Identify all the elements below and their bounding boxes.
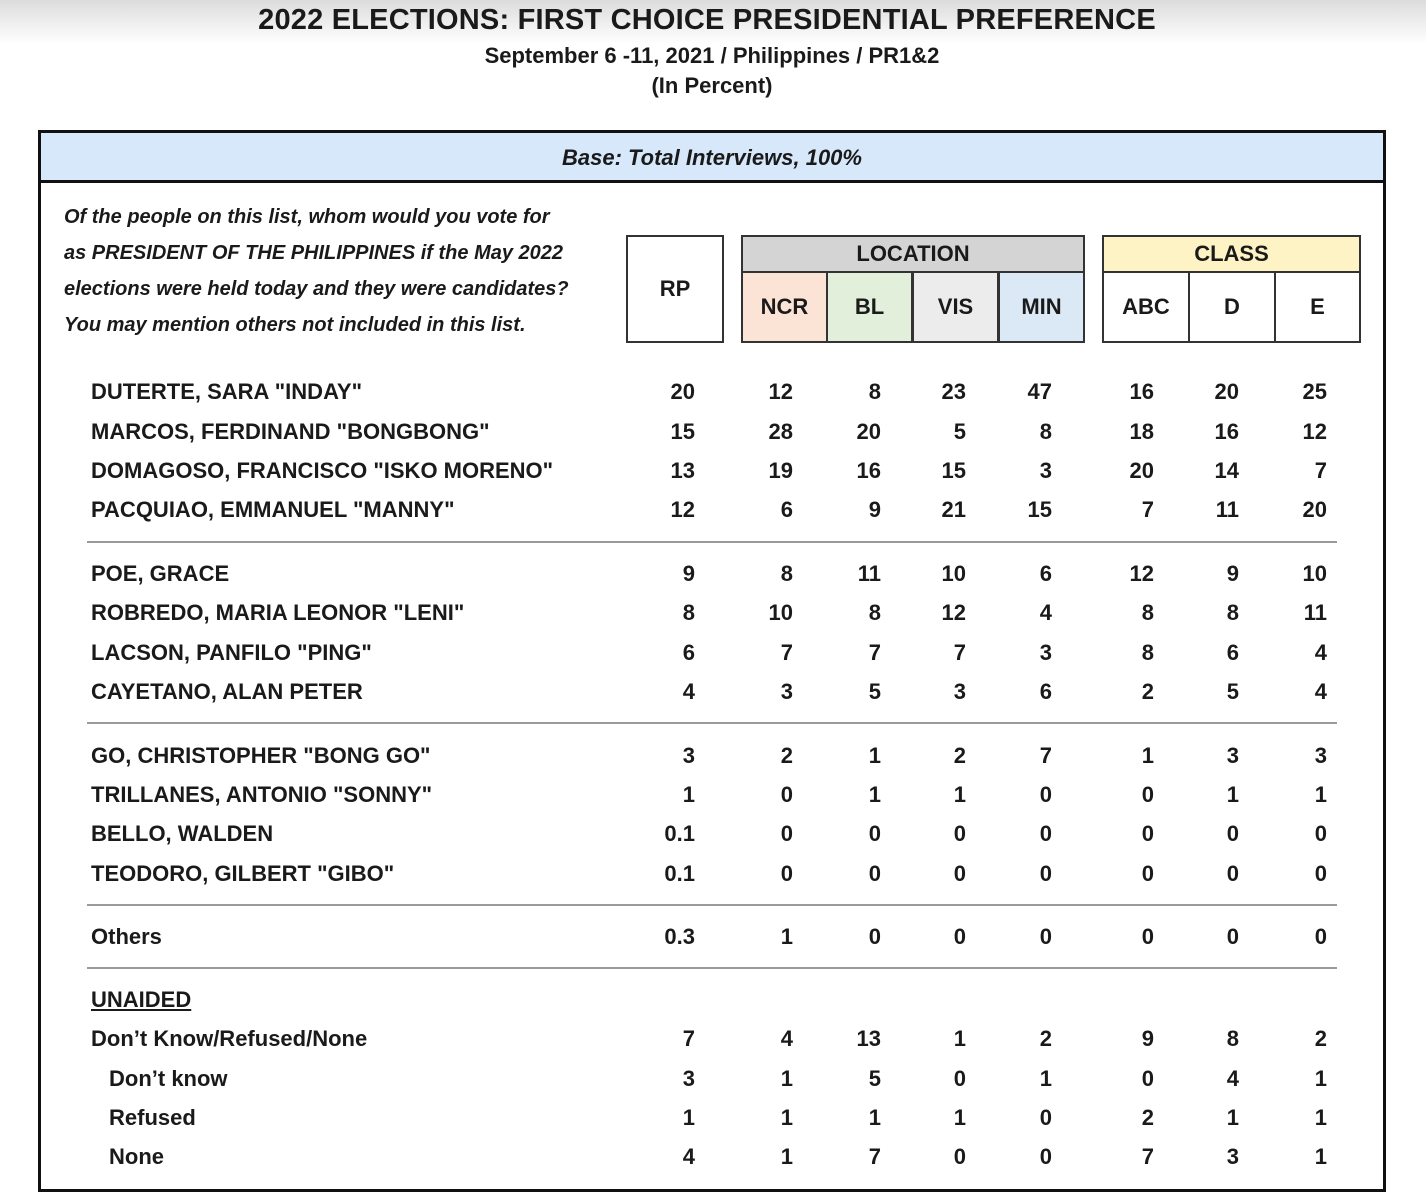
cell-value: 0.1 xyxy=(664,861,695,886)
column-header-rp: RP xyxy=(626,235,724,343)
cell-value: 4 xyxy=(1314,679,1327,704)
cell-value: 11 xyxy=(1215,497,1239,522)
cell-value: 0 xyxy=(953,861,966,886)
cell-value: 0 xyxy=(868,924,881,949)
row-label: LACSON, PANFILO "PING" xyxy=(91,640,372,665)
column-header-ncr: NCR xyxy=(741,271,828,343)
cell-value: 5 xyxy=(868,1066,881,1091)
cell-value: 18 xyxy=(1129,419,1154,444)
cell-value: 20 xyxy=(1214,379,1239,404)
group-separator xyxy=(87,967,1337,969)
cell-value: 21 xyxy=(941,497,966,522)
cell-value: 0 xyxy=(1314,924,1327,949)
cell-value: 1 xyxy=(953,1105,966,1130)
row-label: GO, CHRISTOPHER "BONG GO" xyxy=(91,743,431,768)
cell-value: 0 xyxy=(1314,821,1327,846)
cell-value: 7 xyxy=(682,1026,695,1051)
cell-value: 14 xyxy=(1214,458,1239,483)
cell-value: 6 xyxy=(1039,561,1052,586)
page-title: 2022 ELECTIONS: FIRST CHOICE PRESIDENTIAL PREFERENCE xyxy=(258,4,1156,36)
cell-value: 8 xyxy=(868,379,881,404)
cell-value: 20 xyxy=(1129,458,1154,483)
cell-value: 10 xyxy=(768,600,793,625)
cell-value: 3 xyxy=(953,679,966,704)
cell-value: 0.1 xyxy=(664,821,695,846)
cell-value: 7 xyxy=(1314,458,1327,483)
cell-value: 3 xyxy=(682,1066,695,1091)
cell-value: 8 xyxy=(780,561,793,586)
cell-value: 28 xyxy=(768,419,793,444)
cell-value: 1 xyxy=(1314,1105,1327,1130)
cell-value: 3 xyxy=(1226,743,1239,768)
cell-value: 2 xyxy=(1141,1105,1154,1130)
question-line: You may mention others not included in this list. xyxy=(64,314,526,336)
cell-value: 0 xyxy=(780,861,793,886)
cell-value: 0 xyxy=(1039,1105,1052,1130)
cell-value: 1 xyxy=(1226,782,1239,807)
group-separator xyxy=(87,722,1337,724)
cell-value: 4 xyxy=(682,1144,695,1169)
table-row-trillanes xyxy=(41,777,1383,813)
cell-value: 7 xyxy=(868,1144,881,1169)
cell-value: 1 xyxy=(780,924,793,949)
cell-value: 4 xyxy=(1226,1066,1239,1091)
cell-value: 47 xyxy=(1027,379,1052,404)
cell-value: 12 xyxy=(670,497,695,522)
cell-value: 8 xyxy=(1226,600,1239,625)
cell-value: 3 xyxy=(1226,1144,1239,1169)
cell-value: 1 xyxy=(868,743,881,768)
table-row-duterte xyxy=(41,374,1383,410)
table-row-dont-know xyxy=(41,1061,1383,1097)
row-label: CAYETANO, ALAN PETER xyxy=(91,679,363,704)
cell-value: 1 xyxy=(682,782,695,807)
location-group-header: LOCATION xyxy=(741,235,1085,273)
row-label: MARCOS, FERDINAND "BONGBONG" xyxy=(91,419,490,444)
cell-value: 16 xyxy=(856,458,881,483)
cell-value: 3 xyxy=(682,743,695,768)
cell-value: 1 xyxy=(953,782,966,807)
cell-value: 16 xyxy=(1129,379,1154,404)
cell-value: 2 xyxy=(1314,1026,1327,1051)
cell-value: 0 xyxy=(1226,821,1239,846)
cell-value: 4 xyxy=(1314,640,1327,665)
table-row-others xyxy=(41,919,1383,955)
cell-value: 12 xyxy=(1302,419,1327,444)
cell-value: 0 xyxy=(953,1066,966,1091)
cell-value: 2 xyxy=(953,743,966,768)
unaided-heading: UNAIDED xyxy=(91,987,192,1012)
cell-value: 0 xyxy=(1141,782,1154,807)
cell-value: 9 xyxy=(1226,561,1239,586)
table-row-refused xyxy=(41,1100,1383,1136)
column-header-min: MIN xyxy=(998,271,1085,343)
table-row-lacson xyxy=(41,635,1383,671)
row-label: BELLO, WALDEN xyxy=(91,821,274,846)
cell-value: 7 xyxy=(1141,497,1154,522)
cell-value: 20 xyxy=(670,379,695,404)
question-text xyxy=(64,199,624,343)
class-group-header: CLASS xyxy=(1102,235,1361,273)
row-label: POE, GRACE xyxy=(91,561,230,586)
cell-value: 4 xyxy=(780,1026,793,1051)
cell-value: 15 xyxy=(941,458,966,483)
cell-value: 1 xyxy=(868,1105,881,1130)
cell-value: 0 xyxy=(953,1144,966,1169)
cell-value: 9 xyxy=(868,497,881,522)
cell-value: 1 xyxy=(780,1105,793,1130)
cell-value: 0 xyxy=(868,861,881,886)
table-row-teodoro xyxy=(41,856,1383,892)
cell-value: 0 xyxy=(1141,1066,1154,1091)
table-row-dk-refused-none xyxy=(41,1021,1383,1057)
cell-value: 8 xyxy=(1141,640,1154,665)
cell-value: 19 xyxy=(768,458,793,483)
page-subtitle: September 6 -11, 2021 / Philippines / PR1&2 xyxy=(484,43,940,68)
cell-value: 13 xyxy=(856,1026,881,1051)
cell-value: 6 xyxy=(1039,679,1052,704)
cell-value: 0.3 xyxy=(664,924,695,949)
cell-value: 0 xyxy=(1314,861,1327,886)
cell-value: 1 xyxy=(1141,743,1154,768)
cell-value: 0 xyxy=(1039,782,1052,807)
column-header-abc: ABC xyxy=(1102,271,1190,343)
cell-value: 10 xyxy=(1302,561,1327,586)
row-label: PACQUIAO, EMMANUEL "MANNY" xyxy=(91,497,455,522)
cell-value: 0 xyxy=(1039,861,1052,886)
cell-value: 10 xyxy=(941,561,966,586)
base-label: Base: Total Interviews, 100% xyxy=(41,133,1383,183)
cell-value: 0 xyxy=(1039,924,1052,949)
cell-value: 20 xyxy=(856,419,881,444)
cell-value: 9 xyxy=(1141,1026,1154,1051)
cell-value: 7 xyxy=(868,640,881,665)
cell-value: 1 xyxy=(953,1026,966,1051)
cell-value: 23 xyxy=(941,379,966,404)
row-label: ROBREDO, MARIA LEONOR "LENI" xyxy=(91,600,465,625)
results-table xyxy=(38,130,1386,1192)
cell-value: 0 xyxy=(1039,1144,1052,1169)
cell-value: 0 xyxy=(780,821,793,846)
table-row-poe xyxy=(41,556,1383,592)
cell-value: 8 xyxy=(1039,419,1052,444)
cell-value: 11 xyxy=(857,561,881,586)
cell-value: 8 xyxy=(682,600,695,625)
cell-value: 5 xyxy=(1226,679,1239,704)
cell-value: 1 xyxy=(1314,1144,1327,1169)
row-label: DUTERTE, SARA "INDAY" xyxy=(91,379,363,404)
row-label: Don’t Know/Refused/None xyxy=(91,1026,368,1051)
cell-value: 16 xyxy=(1214,419,1239,444)
row-label: Don’t know xyxy=(109,1066,228,1091)
column-header-e: E xyxy=(1274,271,1361,343)
cell-value: 13 xyxy=(670,458,695,483)
cell-value: 6 xyxy=(1226,640,1239,665)
column-header-vis: VIS xyxy=(912,271,999,343)
table-row-marcos xyxy=(41,414,1383,450)
cell-value: 2 xyxy=(1039,1026,1052,1051)
cell-value: 15 xyxy=(1027,497,1052,522)
row-label: None xyxy=(109,1144,164,1169)
cell-value: 0 xyxy=(953,924,966,949)
cell-value: 3 xyxy=(1039,458,1052,483)
cell-value: 12 xyxy=(1129,561,1154,586)
cell-value: 3 xyxy=(1039,640,1052,665)
cell-value: 5 xyxy=(868,679,881,704)
cell-value: 1 xyxy=(1314,782,1327,807)
cell-value: 3 xyxy=(780,679,793,704)
cell-value: 25 xyxy=(1302,379,1327,404)
cell-value: 0 xyxy=(953,821,966,846)
cell-value: 8 xyxy=(868,600,881,625)
table-row-cayetano xyxy=(41,674,1383,710)
row-label: TRILLANES, ANTONIO "SONNY" xyxy=(91,782,433,807)
question-line: elections were held today and they were candidates? xyxy=(64,278,569,300)
table-row-go xyxy=(41,738,1383,774)
column-header-bl: BL xyxy=(826,271,913,343)
cell-value: 1 xyxy=(682,1105,695,1130)
cell-value: 4 xyxy=(1039,600,1052,625)
question-line: as PRESIDENT OF THE PHILIPPINES if the May 2022 xyxy=(64,242,564,264)
cell-value: 8 xyxy=(1141,600,1154,625)
cell-value: 6 xyxy=(780,497,793,522)
cell-value: 15 xyxy=(670,419,695,444)
cell-value: 0 xyxy=(1226,861,1239,886)
cell-value: 4 xyxy=(682,679,695,704)
table-row-pacquiao xyxy=(41,492,1383,528)
cell-value: 6 xyxy=(682,640,695,665)
cell-value: 12 xyxy=(941,600,966,625)
cell-value: 11 xyxy=(1303,600,1327,625)
cell-value: 0 xyxy=(780,782,793,807)
table-row-none xyxy=(41,1139,1383,1175)
cell-value: 7 xyxy=(1141,1144,1154,1169)
group-separator xyxy=(87,904,1337,906)
cell-value: 7 xyxy=(780,640,793,665)
row-label: DOMAGOSO, FRANCISCO "ISKO MORENO" xyxy=(91,458,554,483)
unit-label: (In Percent) xyxy=(651,73,773,98)
cell-value: 8 xyxy=(1226,1026,1239,1051)
row-label: TEODORO, GILBERT "GIBO" xyxy=(91,861,395,886)
cell-value: 1 xyxy=(1226,1105,1239,1130)
cell-value: 1 xyxy=(1039,1066,1052,1091)
cell-value: 0 xyxy=(1141,924,1154,949)
cell-value: 5 xyxy=(953,419,966,444)
cell-value: 1 xyxy=(868,782,881,807)
question-line: Of the people on this list, whom would you vote for xyxy=(64,206,550,228)
cell-value: 20 xyxy=(1302,497,1327,522)
row-label: Refused xyxy=(109,1105,196,1130)
cell-value: 0 xyxy=(1039,821,1052,846)
cell-value: 12 xyxy=(768,379,793,404)
cell-value: 1 xyxy=(780,1144,793,1169)
cell-value: 7 xyxy=(953,640,966,665)
row-label: Others xyxy=(91,924,162,949)
cell-value: 9 xyxy=(682,561,695,586)
table-row-robredo xyxy=(41,595,1383,631)
cell-value: 7 xyxy=(1039,743,1052,768)
cell-value: 1 xyxy=(780,1066,793,1091)
cell-value: 0 xyxy=(868,821,881,846)
table-row-bello xyxy=(41,816,1383,852)
cell-value: 0 xyxy=(1141,821,1154,846)
cell-value: 1 xyxy=(1314,1066,1327,1091)
cell-value: 2 xyxy=(1141,679,1154,704)
cell-value: 3 xyxy=(1314,743,1327,768)
column-header-d: D xyxy=(1188,271,1276,343)
table-row-domagoso xyxy=(41,453,1383,489)
cell-value: 0 xyxy=(1226,924,1239,949)
cell-value: 2 xyxy=(780,743,793,768)
group-separator xyxy=(87,541,1337,543)
cell-value: 0 xyxy=(1141,861,1154,886)
